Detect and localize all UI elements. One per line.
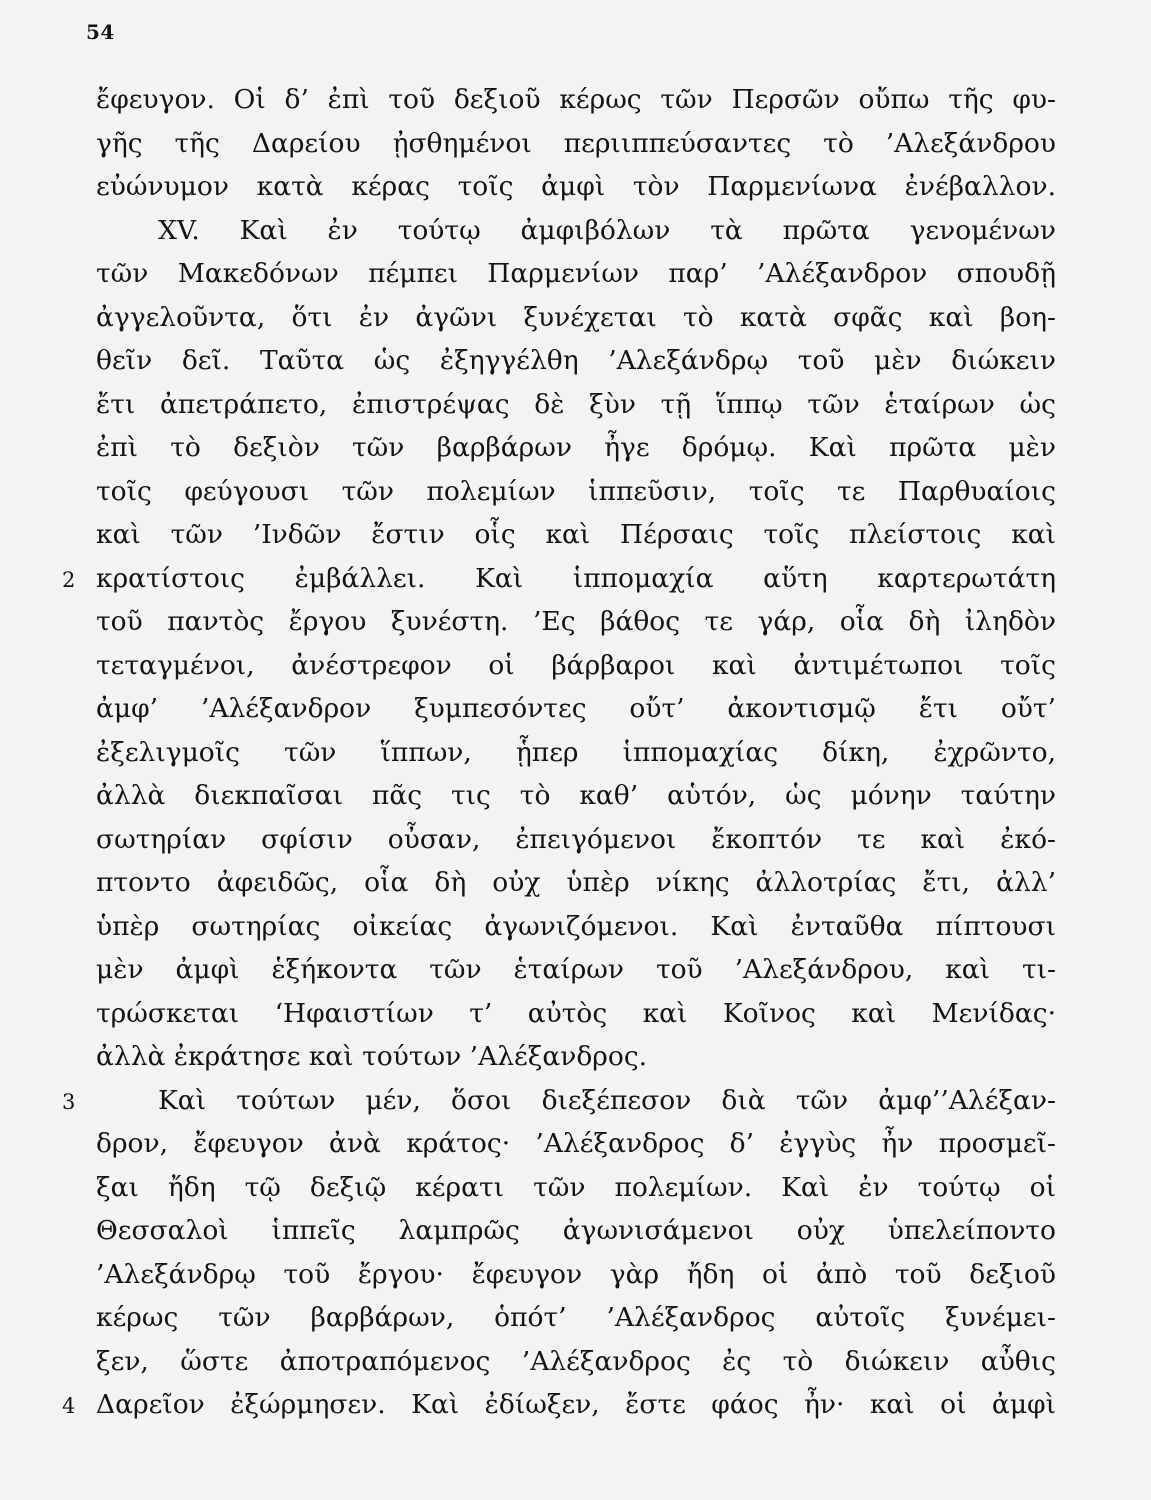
- text-line: [96, 1166, 1056, 1210]
- text-line: [96, 513, 1056, 557]
- text-line: [96, 1253, 1056, 1297]
- text-line: [62, 1079, 1056, 1123]
- line-text: δρον, ἔφευγον ἀνὰ κράτος· ’Αλέξανδρος δ’ ἐγγὺς ἦν προσμεῖ-: [96, 1128, 1056, 1159]
- line-text: μὲν ἀμφὶ ἑξήκοντα τῶν ἑταίρων τοῦ ’Αλεξάνδρου, καὶ τι-: [96, 954, 1056, 985]
- text-line: [96, 992, 1056, 1036]
- line-text: θεῖν δεῖ. Ταῦτα ὡς ἐξηγγέλθη ’Αλεξάνδρῳ τοῦ μὲν διώκειν: [96, 345, 1056, 376]
- text-line: [96, 1122, 1056, 1166]
- text-line: [96, 1296, 1056, 1340]
- page-number: 54: [86, 20, 115, 44]
- greek-text-body: [62, 78, 1056, 1427]
- line-text: ἀμφ’ ’Αλέξανδρον ξυμπεσόντες οὔτ’ ἀκοντισμῷ ἔτι οὔτ’: [96, 693, 1056, 724]
- text-line: [96, 818, 1056, 862]
- line-text: Θεσσαλοὶ ἱππεῖς λαμπρῶς ἀγωνισάμενοι οὐχ ὑπελείποντο: [96, 1215, 1056, 1246]
- text-line: [62, 1383, 1056, 1427]
- line-text: ἔφευγον. Οἱ δ’ ἐπὶ τοῦ δεξιοῦ κέρως τῶν Περσῶν οὔπω τῆς φυ-: [96, 84, 1056, 115]
- section-margin-number: 4: [62, 1394, 76, 1418]
- line-text: ξαι ἤδη τῷ δεξιῷ κέρατι τῶν πολεμίων. Καὶ ἐν τούτῳ οἱ: [96, 1171, 1056, 1203]
- text-line: [96, 905, 1056, 949]
- text-line: [96, 644, 1056, 688]
- section-margin-number: 2: [62, 567, 76, 592]
- text-line: [96, 470, 1056, 514]
- text-line: [96, 948, 1056, 992]
- text-line: [96, 1340, 1056, 1384]
- line-text: πτοντο ἀφειδῶς, οἷα δὴ οὐχ ὑπὲρ νίκης ἀλλοτρίας ἔτι, ἀλλ’: [96, 867, 1056, 898]
- text-line: [96, 252, 1056, 296]
- text-line: [96, 383, 1056, 427]
- line-text: XV. Καὶ ἐν τούτῳ ἀμφιβόλων τὰ πρῶτα γενομένων: [158, 214, 1056, 246]
- line-text: ἀλλὰ διεκπαῖσαι πᾶς τις τὸ καθ’ αὑτόν, ὡς μόνην ταύτην: [96, 780, 1056, 811]
- line-text: τῶν Μακεδόνων πέμπει Παρμενίων παρ’ ’Αλέξανδρον σπουδῇ: [96, 258, 1056, 289]
- line-text: γῆς τῆς Δαρείου ᾐσθημένοι περιιππεύσαντες τὸ ’Αλεξάνδρου: [96, 127, 1056, 159]
- line-text: ἔτι ἀπετράπετο, ἐπιστρέψας δὲ ξὺν τῇ ἵππῳ τῶν ἑταίρων ὡς: [96, 388, 1056, 420]
- text-line: [96, 78, 1056, 122]
- text-line: [96, 339, 1056, 383]
- text-line: [96, 296, 1056, 340]
- line-text: σωτηρίαν σφίσιν οὖσαν, ἐπειγόμενοι ἔκοπτόν τε καὶ ἐκό-: [96, 823, 1056, 855]
- line-text: ἐξελιγμοῖς τῶν ἵππων, ᾗπερ ἱππομαχίας δίκη, ἐχρῶντο,: [96, 736, 1056, 768]
- line-text: ὑπὲρ σωτηρίας οἰκείας ἀγωνιζόμενοι. Καὶ ἐνταῦθα πίπτουσι: [96, 910, 1056, 942]
- line-text: ξεν, ὥστε ἀποτραπόμενος ’Αλέξανδρος ἐς τὸ διώκειν αὖθις: [96, 1345, 1056, 1377]
- text-line: [62, 557, 1056, 601]
- line-text: Δαρεῖον ἐξώρμησεν. Καὶ ἐδίωξεν, ἔστε φάος ἦν· καὶ οἱ ἀμφὶ: [96, 1389, 1056, 1420]
- line-text: τοῦ παντὸς ἔργου ξυνέστη. ’Ες βάθος τε γάρ, οἷα δὴ ἰληδὸν: [96, 606, 1056, 637]
- text-line: [96, 731, 1056, 775]
- text-line: [96, 1209, 1056, 1253]
- line-text: τρώσκεται ‘Ηφαιστίων τ’ αὐτὸς καὶ Κοῖνος καὶ Μενίδας·: [96, 997, 1056, 1029]
- text-line: [96, 600, 1056, 644]
- text-line: [96, 209, 1056, 253]
- line-text: τοῖς φεύγουσι τῶν πολεμίων ἱππεῦσιν, τοῖς τε Παρθυαίοις: [96, 475, 1056, 507]
- text-line: [96, 426, 1056, 470]
- text-line: [96, 774, 1056, 818]
- text-line: [96, 687, 1056, 731]
- line-text: Καὶ τούτων μέν, ὅσοι διεξέπεσον διὰ τῶν ἀμφ’’Αλέξαν-: [158, 1084, 1056, 1116]
- line-text: κρατίστοις ἐμβάλλει. Καὶ ἱππομαχία αὕτη καρτερωτάτη: [96, 562, 1056, 594]
- line-text: κέρως τῶν βαρβάρων, ὁπότ’ ’Αλέξανδρος αὐτοῖς ξυνέμει-: [96, 1302, 1056, 1333]
- text-line: [96, 165, 1056, 209]
- text-line: [96, 122, 1056, 166]
- line-text: ἀλλὰ ἐκράτησε καὶ τούτων ’Αλέξανδρος.: [96, 1041, 648, 1072]
- line-text: ἐπὶ τὸ δεξιὸν τῶν βαρβάρων ἦγε δρόμῳ. Καὶ πρῶτα μὲν: [96, 432, 1056, 463]
- section-margin-number: 3: [62, 1089, 76, 1114]
- text-line: [96, 861, 1056, 905]
- line-text: εὐώνυμον κατὰ κέρας τοῖς ἀμφὶ τὸν Παρμενίωνα ἐνέβαλλον.: [96, 171, 1056, 202]
- text-line: [96, 1035, 1056, 1079]
- line-text: καὶ τῶν ’Ινδῶν ἔστιν οἷς καὶ Πέρσαις τοῖς πλείστοις καὶ: [96, 519, 1056, 550]
- line-text: ’Αλεξάνδρῳ τοῦ ἔργου· ἔφευγον γὰρ ἤδη οἱ ἀπὸ τοῦ δεξιοῦ: [96, 1258, 1056, 1290]
- line-text: ἀγγελοῦντα, ὅτι ἐν ἀγῶνι ξυνέχεται τὸ κατὰ σφᾶς καὶ βοη-: [96, 301, 1056, 333]
- line-text: τεταγμένοι, ἀνέστρεφον οἱ βάρβαροι καὶ ἀντιμέτωποι τοῖς: [96, 649, 1056, 681]
